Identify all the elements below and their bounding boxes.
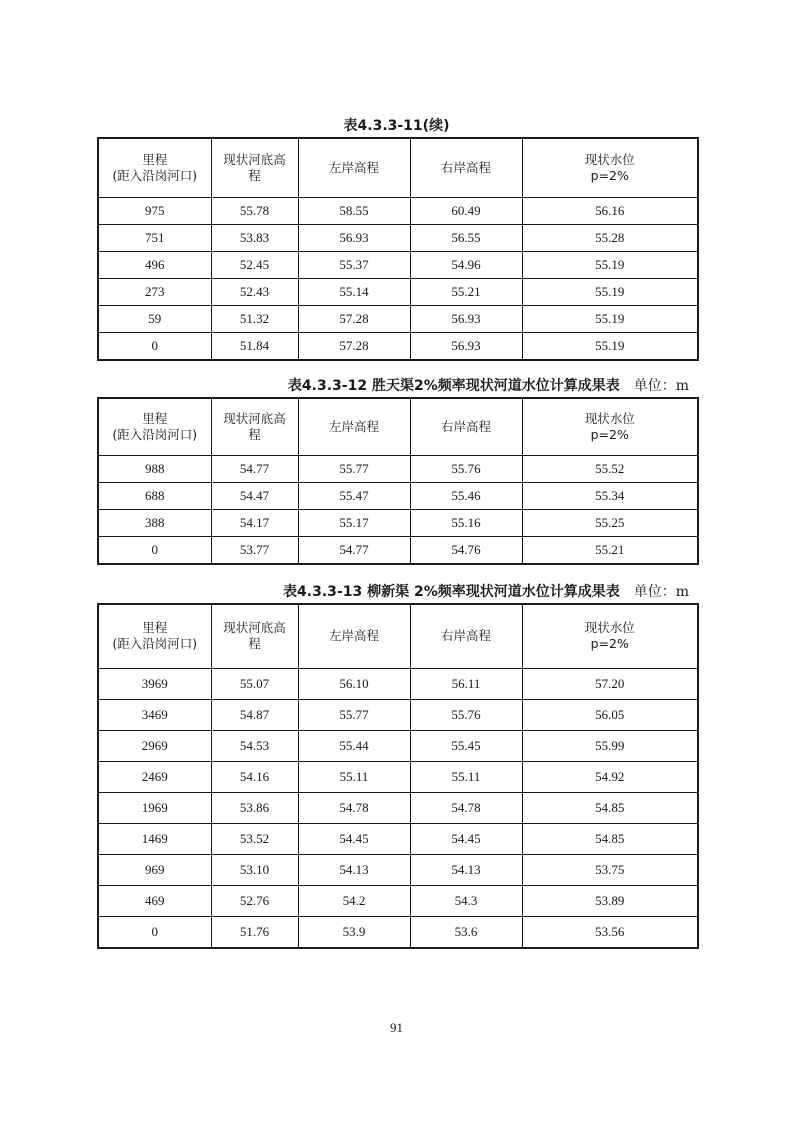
table-cell: 56.10	[298, 668, 410, 699]
table-cell: 60.49	[410, 197, 522, 224]
table-cell: 55.16	[410, 509, 522, 536]
table-cell: 56.11	[410, 668, 522, 699]
table-cell: 53.9	[298, 916, 410, 948]
table-cell: 55.11	[410, 761, 522, 792]
header-right-bank: 右岸高程	[410, 138, 522, 197]
table-cell: 388	[98, 509, 211, 536]
table3-title: 表4.3.3-13 柳新渠 2%频率现状河道水位计算成果表	[283, 584, 620, 600]
header-label-line: 现状水位	[584, 620, 635, 636]
header-label-line: 现状河底高	[223, 410, 286, 426]
table-row	[98, 482, 698, 509]
table-row	[98, 278, 698, 305]
table-cell: 55.76	[410, 699, 522, 730]
table-cell: 55.19	[522, 278, 698, 305]
table-cell: 52.76	[211, 885, 298, 916]
table-cell: 3469	[98, 699, 211, 730]
header-label-line: 里程	[142, 151, 168, 167]
table-row	[98, 885, 698, 916]
table-cell: 54.85	[522, 792, 698, 823]
table1-header-row	[98, 138, 698, 197]
table-cell: 54.45	[410, 823, 522, 854]
table3-unit: 单位：m	[633, 584, 689, 600]
header-mileage	[98, 604, 211, 668]
table-cell: 55.77	[298, 455, 410, 482]
table-cell: 51.32	[211, 305, 298, 332]
table-cell: 55.76	[410, 455, 522, 482]
header-water-level	[522, 398, 698, 455]
table-cell: 0	[98, 536, 211, 564]
table-cell: 55.78	[211, 197, 298, 224]
table2-header-row	[98, 398, 698, 455]
header-label-line: 现状河底高	[223, 151, 286, 167]
table-cell: 58.55	[298, 197, 410, 224]
header-label-line: 里程	[142, 410, 168, 426]
table-cell: 51.84	[211, 332, 298, 360]
table-cell: 55.37	[298, 251, 410, 278]
table-cell: 55.11	[298, 761, 410, 792]
header-mileage	[98, 398, 211, 455]
table-cell: 55.77	[298, 699, 410, 730]
table-cell: 55.14	[298, 278, 410, 305]
table-cell: 54.78	[298, 792, 410, 823]
table3	[97, 603, 699, 949]
table-cell: 688	[98, 482, 211, 509]
header-left-bank: 左岸高程	[298, 604, 410, 668]
table-cell: 53.56	[522, 916, 698, 948]
table-cell: 55.47	[298, 482, 410, 509]
table-cell: 969	[98, 854, 211, 885]
table-cell: 55.45	[410, 730, 522, 761]
table-row	[98, 536, 698, 564]
table-cell: 54.78	[410, 792, 522, 823]
table-cell: 54.85	[522, 823, 698, 854]
table-cell: 55.19	[522, 305, 698, 332]
table-row	[98, 668, 698, 699]
table1-caption	[0, 117, 793, 135]
header-left-bank: 左岸高程	[298, 398, 410, 455]
header-label-line: p=2%	[590, 636, 629, 652]
header-label-line: 现状水位	[584, 410, 635, 426]
table-cell: 54.17	[211, 509, 298, 536]
table-cell: 54.87	[211, 699, 298, 730]
header-bed-elevation	[211, 138, 298, 197]
header-bed-elevation	[211, 604, 298, 668]
page-number: 91	[390, 1020, 403, 1035]
header-label-line: (距入沿岗河口)	[112, 636, 198, 652]
table-cell: 53.77	[211, 536, 298, 564]
table-cell: 53.83	[211, 224, 298, 251]
table-cell: 54.13	[410, 854, 522, 885]
table-cell: 3969	[98, 668, 211, 699]
table-cell: 1969	[98, 792, 211, 823]
table-cell: 51.76	[211, 916, 298, 948]
table-cell: 0	[98, 916, 211, 948]
table-cell: 59	[98, 305, 211, 332]
table-row	[98, 792, 698, 823]
table-row	[98, 699, 698, 730]
table-row	[98, 455, 698, 482]
table-cell: 56.05	[522, 699, 698, 730]
table-cell: 55.07	[211, 668, 298, 699]
table2-title: 表4.3.3-12 胜天渠2%频率现状河道水位计算成果表	[287, 378, 620, 394]
table-cell: 988	[98, 455, 211, 482]
table-cell: 53.89	[522, 885, 698, 916]
table-cell: 53.75	[522, 854, 698, 885]
table-cell: 55.25	[522, 509, 698, 536]
table-cell: 55.17	[298, 509, 410, 536]
header-mileage	[98, 138, 211, 197]
table-cell: 469	[98, 885, 211, 916]
table-row	[98, 509, 698, 536]
table-cell: 1469	[98, 823, 211, 854]
table-row	[98, 761, 698, 792]
table-cell: 55.34	[522, 482, 698, 509]
table-cell: 56.93	[298, 224, 410, 251]
table-cell: 55.52	[522, 455, 698, 482]
table-cell: 751	[98, 224, 211, 251]
table-cell: 56.93	[410, 305, 522, 332]
table-cell: 273	[98, 278, 211, 305]
table-cell: 54.47	[211, 482, 298, 509]
table-cell: 57.20	[522, 668, 698, 699]
table-row	[98, 916, 698, 948]
table2-caption	[288, 377, 689, 395]
table-cell: 54.76	[410, 536, 522, 564]
table3-header-row	[98, 604, 698, 668]
table-cell: 54.96	[410, 251, 522, 278]
table1	[97, 137, 699, 361]
header-label-line: 程	[248, 636, 261, 652]
table1-title: 表4.3.3-11(续)	[343, 118, 450, 134]
header-label-line: 里程	[142, 620, 168, 636]
table-cell: 52.45	[211, 251, 298, 278]
table-cell: 55.21	[410, 278, 522, 305]
table-cell: 54.53	[211, 730, 298, 761]
header-label-line: 现状河底高	[223, 620, 286, 636]
table-cell: 54.3	[410, 885, 522, 916]
header-label-line: p=2%	[590, 167, 629, 183]
table-cell: 56.16	[522, 197, 698, 224]
table-cell: 975	[98, 197, 211, 224]
table-cell: 54.77	[298, 536, 410, 564]
header-water-level	[522, 138, 698, 197]
table-cell: 56.55	[410, 224, 522, 251]
table-row	[98, 823, 698, 854]
table-cell: 53.10	[211, 854, 298, 885]
table-cell: 55.19	[522, 251, 698, 278]
table-cell: 496	[98, 251, 211, 278]
header-right-bank: 右岸高程	[410, 398, 522, 455]
table-cell: 53.6	[410, 916, 522, 948]
table-cell: 54.45	[298, 823, 410, 854]
table-row	[98, 197, 698, 224]
table-cell: 54.16	[211, 761, 298, 792]
table-cell: 54.77	[211, 455, 298, 482]
header-label-line: 程	[248, 426, 261, 442]
table2-unit: 单位：m	[633, 378, 689, 394]
header-bed-elevation	[211, 398, 298, 455]
header-label-line: (距入沿岗河口)	[112, 426, 198, 442]
table-cell: 57.28	[298, 305, 410, 332]
header-label-line: 程	[248, 167, 261, 183]
table-cell: 55.99	[522, 730, 698, 761]
table-row	[98, 730, 698, 761]
table-row	[98, 224, 698, 251]
header-label-line: p=2%	[590, 426, 629, 442]
table-cell: 2469	[98, 761, 211, 792]
table3-caption	[283, 583, 689, 601]
header-left-bank: 左岸高程	[298, 138, 410, 197]
table-cell: 55.21	[522, 536, 698, 564]
table-cell: 0	[98, 332, 211, 360]
header-water-level	[522, 604, 698, 668]
table-cell: 56.93	[410, 332, 522, 360]
table-cell: 55.46	[410, 482, 522, 509]
table-row	[98, 854, 698, 885]
table-cell: 2969	[98, 730, 211, 761]
table-cell: 54.92	[522, 761, 698, 792]
table-row	[98, 305, 698, 332]
table-cell: 54.2	[298, 885, 410, 916]
table-cell: 52.43	[211, 278, 298, 305]
table-cell: 53.86	[211, 792, 298, 823]
table-cell: 55.44	[298, 730, 410, 761]
header-label-line: (距入沿岗河口)	[112, 167, 198, 183]
table-cell: 53.52	[211, 823, 298, 854]
table-row	[98, 332, 698, 360]
header-right-bank: 右岸高程	[410, 604, 522, 668]
table-row	[98, 251, 698, 278]
table2	[97, 397, 699, 565]
table-cell: 54.13	[298, 854, 410, 885]
table-cell: 57.28	[298, 332, 410, 360]
table-cell: 55.19	[522, 332, 698, 360]
header-label-line: 现状水位	[584, 151, 635, 167]
table-cell: 55.28	[522, 224, 698, 251]
